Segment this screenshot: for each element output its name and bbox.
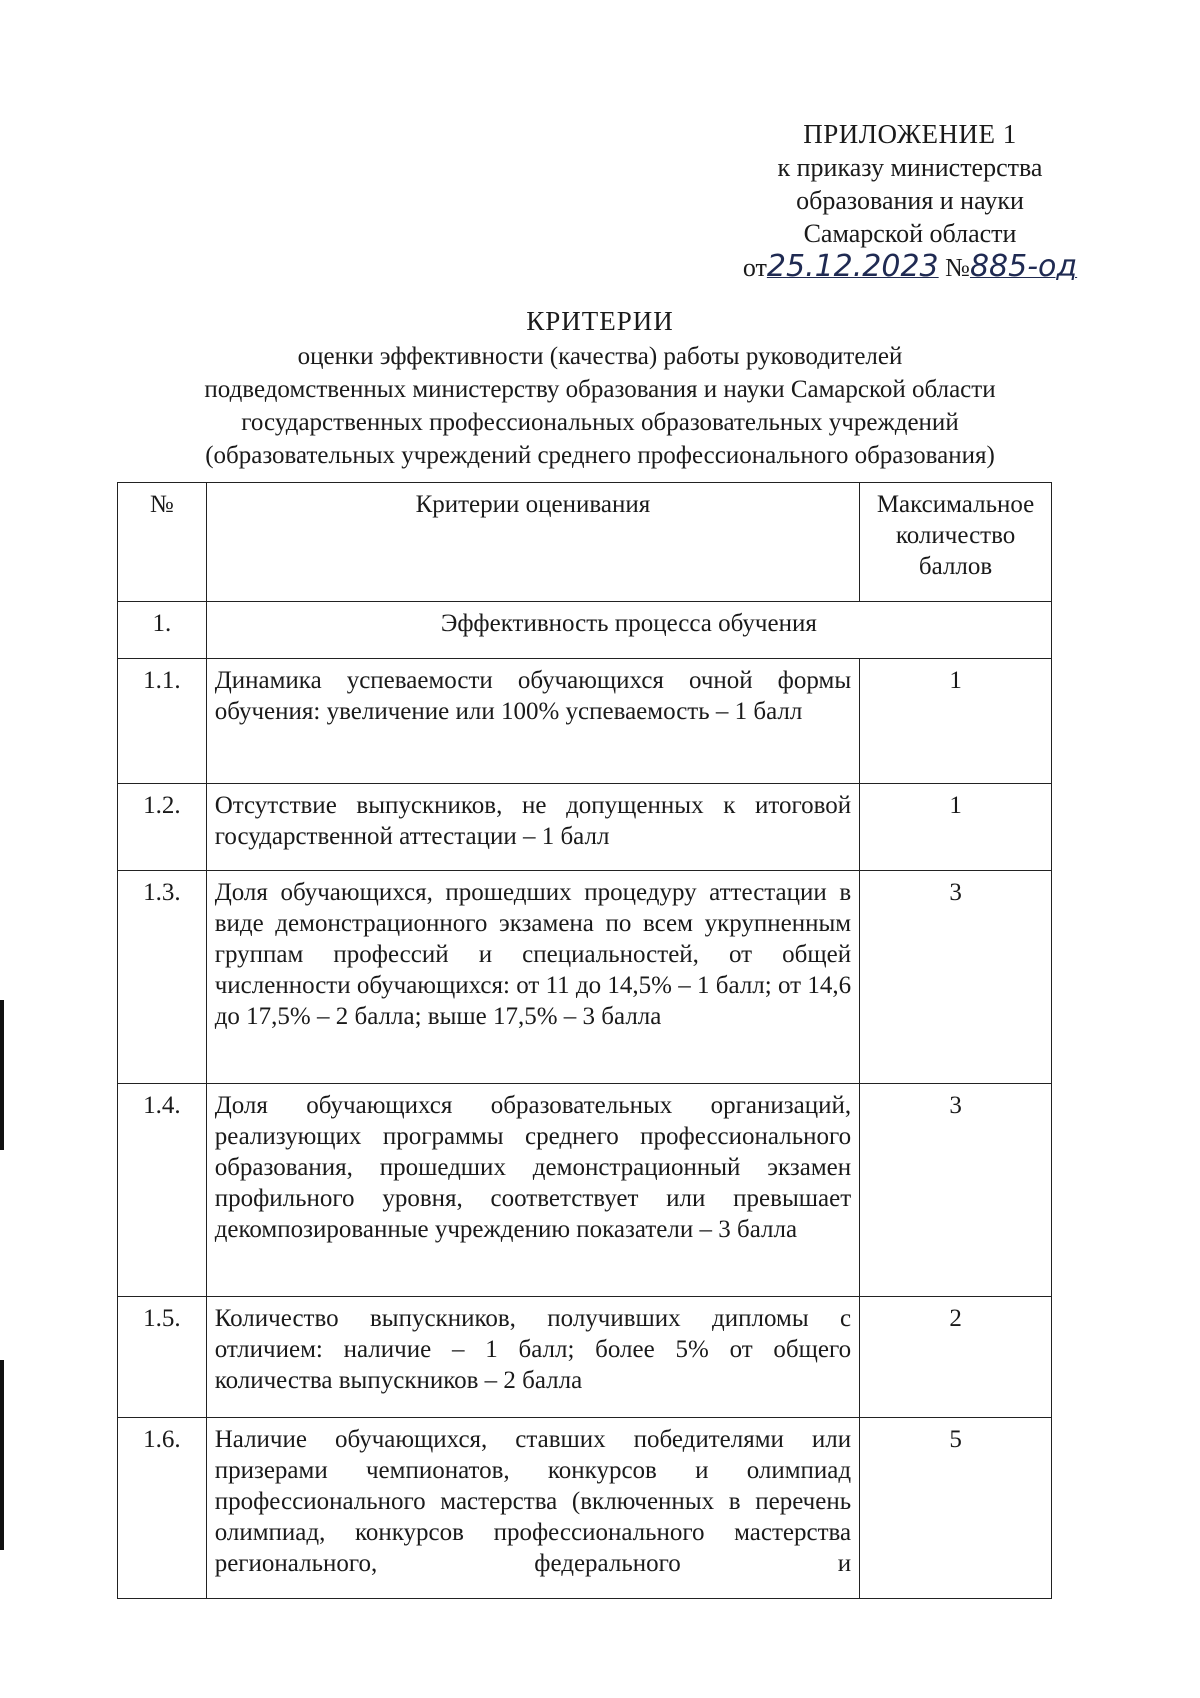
criteria-table [117,482,1052,1599]
row-max-score: 3 [860,871,1052,1084]
row-num: 1.1. [118,659,207,784]
row-num: 1.4. [118,1084,207,1297]
row-max-score: 2 [860,1297,1052,1418]
row-max-score: 3 [860,1084,1052,1297]
row-max-score: 1 [860,784,1052,871]
row-criterion-text: Доля обучающихся образовательных организаций, реализующих программы среднего профессионального образования, прошедших демонстрационный экзамен профильного уровня, соответствует или превышает декомпозированные учреждению показатели – 3 балла [214,1092,852,1243]
appendix-line-2: образования и науки [796,186,1024,215]
table-row [118,1297,1052,1418]
row-criterion [206,784,859,871]
title-subline-4: (образовательных учреждений среднего профессионального образования) [205,442,995,469]
row-num: 1.6. [118,1418,207,1599]
scan-edge-mark [0,1360,4,1550]
row-criterion [206,659,859,784]
section-num: 1. [118,602,207,659]
row-num: 1.3. [118,871,207,1084]
document-title: КРИТЕРИИ [526,306,674,336]
date-prefix: от [742,253,767,282]
section-row [118,602,1052,659]
title-subline-3: государственных профессиональных образовательных учреждений [241,409,959,436]
appendix-heading: ПРИЛОЖЕНИЕ 1 [803,119,1017,149]
row-criterion [206,1297,859,1418]
title-block [110,305,1090,472]
order-number: 885-од [969,249,1078,284]
section-label: Эффективность процесса обучения [206,602,1051,659]
scan-edge-mark [0,1000,4,1150]
row-max-score: 1 [860,659,1052,784]
row-criterion-text: Доля обучающихся, прошедших процедуру аттестации в виде демонстрационного экзамена по всем укрупненным группам профессий и специальностей, от общей численности обучающихся: от 11 до 14,5% – 1 балл; от 14,6 до 17,5% – 2 балла; выше 17,5% – 3 балла [214,879,852,1030]
order-date-line [740,250,1080,284]
number-prefix: № [945,253,970,282]
title-subline-2: подведомственных министерству образования и науки Самарской области [204,376,996,403]
table-row [118,659,1052,784]
row-criterion-text: Количество выпускников, получивших дипломы с отличием: наличие – 1 балл; более 5% от общего количества выпускников – 2 балла [214,1305,852,1394]
row-num: 1.2. [118,784,207,871]
table-row [118,871,1052,1084]
row-max-score: 5 [860,1418,1052,1599]
row-criterion-text: Отсутствие выпускников, не допущенных к итоговой государственной аттестации – 1 балл [214,792,852,850]
row-num: 1.5. [118,1297,207,1418]
appendix-line-1: к приказу министерства [777,153,1043,182]
row-criterion [206,1418,859,1599]
table-row [118,1084,1052,1297]
table-row [118,784,1052,871]
header-max-score: Максимальное количество баллов [860,483,1052,602]
header-criteria: Критерии оценивания [206,483,859,602]
title-subline-1: оценки эффективности (качества) работы руководителей [297,343,903,370]
appendix-block [740,118,1080,284]
row-criterion-text: Наличие обучающихся, ставших победителями или призерами чемпионатов, конкурсов и олимпиад профессионального мастерства (включенных в перечень олимпиад, конкурсов профессионального мастерства регионального, федерального и [214,1426,852,1577]
order-date: 25.12.2023 [766,249,939,284]
appendix-line-3: Самарской области [803,219,1017,248]
table-header-row [118,483,1052,602]
table-row [118,1418,1052,1599]
row-criterion [206,1084,859,1297]
row-criterion-text: Динамика успеваемости обучающихся очной формы обучения: увеличение или 100% успеваемость – 1 балл [214,667,852,725]
header-num: № [118,483,207,602]
row-criterion [206,871,859,1084]
